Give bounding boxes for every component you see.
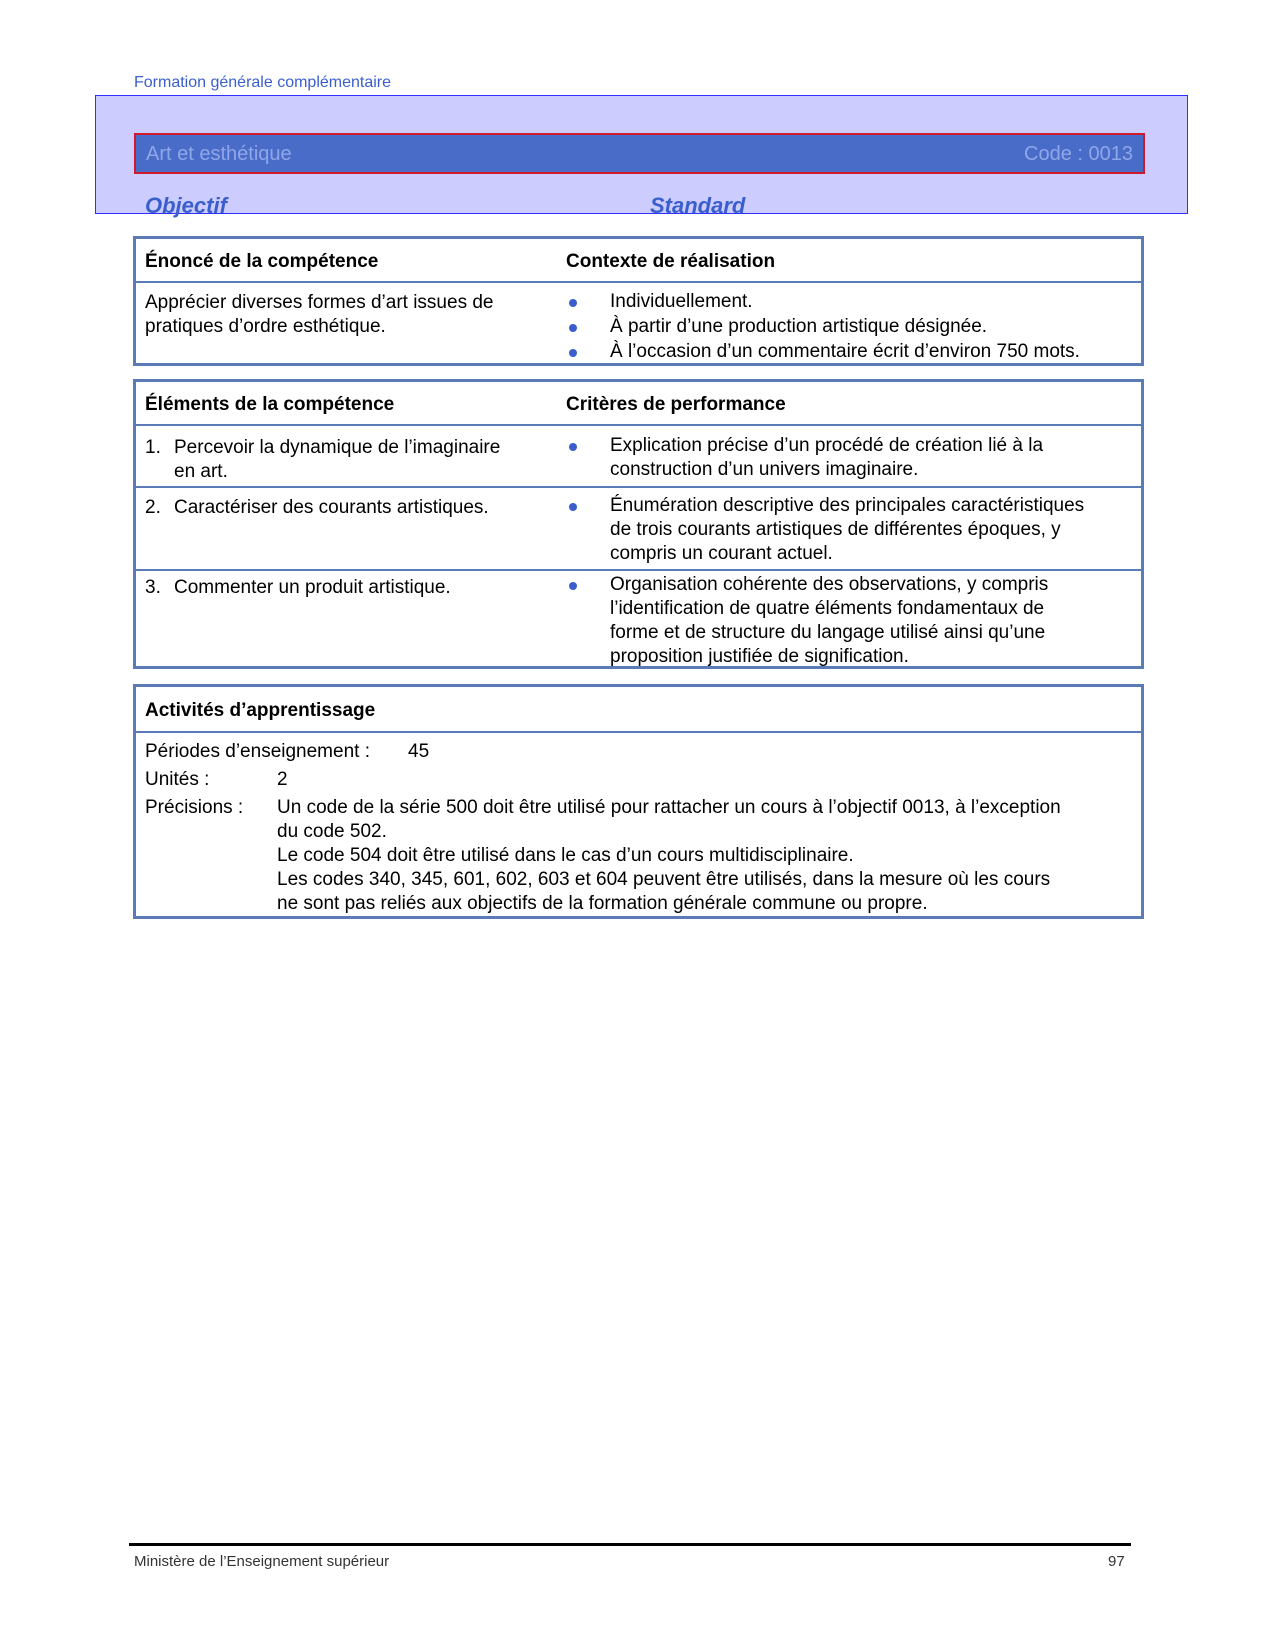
- element-number: 1.: [145, 437, 161, 458]
- critere-text-line: l’identification de quatre éléments fondamentaux de: [610, 598, 1045, 619]
- enonce-text-line: Apprécier diverses formes d’art issues de: [145, 292, 494, 313]
- bullet-icon: [569, 299, 577, 307]
- row-divider: [136, 486, 1141, 488]
- bullet-icon: [569, 324, 577, 332]
- footer-rule: [129, 1543, 1131, 1546]
- precisions-line: ne sont pas reliés aux objectifs de la formation générale commune ou propre.: [277, 893, 928, 914]
- elements-box-header: [136, 382, 1141, 426]
- periodes-label: Périodes d’enseignement :: [145, 741, 370, 762]
- course-title: Art et esthétique: [146, 143, 292, 165]
- bullet-icon: [569, 443, 577, 451]
- unites-value: 2: [277, 769, 288, 790]
- element-text-line: Commenter un produit artistique.: [174, 577, 451, 598]
- precisions-line: Le code 504 doit être utilisé dans le cas d’un cours multidisciplinaire.: [277, 845, 854, 866]
- periodes-value: 45: [408, 741, 430, 762]
- activites-apprentissage-box: [133, 684, 1144, 919]
- contexte-item: Individuellement.: [610, 291, 753, 312]
- critere-text-line: Explication précise d’un procédé de création lié à la: [610, 435, 1044, 456]
- contexte-heading: Contexte de réalisation: [566, 251, 776, 272]
- bullet-icon: [569, 582, 577, 590]
- unites-label: Unités :: [145, 769, 210, 790]
- bullet-icon: [569, 503, 577, 511]
- element-number: 3.: [145, 577, 161, 598]
- critere-text-line: compris un courant actuel.: [610, 543, 833, 564]
- critere-text-line: Organisation cohérente des observations, y compris: [610, 574, 1049, 595]
- critere-text-line: proposition justifiée de signification.: [610, 646, 909, 667]
- row-divider: [136, 569, 1141, 571]
- enonce-heading: Énoncé de la compétence: [145, 251, 379, 272]
- critere-text-line: construction d’un univers imaginaire.: [610, 459, 919, 480]
- activites-box-header: [136, 687, 1141, 733]
- precisions-label: Précisions :: [145, 797, 244, 818]
- section-label: Formation générale complémentaire: [134, 74, 392, 91]
- contexte-item: À partir d’une production artistique désignée.: [610, 316, 988, 337]
- precisions-line: du code 502.: [277, 821, 387, 842]
- criteres-heading: Critères de performance: [566, 394, 786, 415]
- enonce-box-header: [136, 239, 1141, 283]
- critere-text-line: forme et de structure du langage utilisé ainsi qu’une: [610, 622, 1046, 643]
- element-text-line: en art.: [174, 461, 228, 482]
- element-number: 2.: [145, 497, 161, 518]
- critere-text-line: de trois courants artistiques de différentes époques, y: [610, 519, 1061, 540]
- footer-ministry: Ministère de l’Enseignement supérieur: [134, 1553, 390, 1570]
- elements-heading: Éléments de la compétence: [145, 394, 395, 415]
- objectif-heading: Objectif: [145, 193, 227, 218]
- course-code: Code : 0013: [1024, 143, 1133, 165]
- contexte-item: À l’occasion d’un commentaire écrit d’environ 750 mots.: [610, 341, 1080, 362]
- elements-competence-box: [133, 379, 1144, 669]
- critere-text-line: Énumération descriptive des principales caractéristiques: [610, 495, 1085, 516]
- bullet-icon: [569, 349, 577, 357]
- precisions-line: Un code de la série 500 doit être utilisé pour rattacher un cours à l’objectif 0013, à l’exception: [277, 797, 1061, 818]
- standard-heading: Standard: [650, 193, 746, 218]
- page-number: 97: [1108, 1553, 1125, 1570]
- activites-heading: Activités d’apprentissage: [145, 700, 376, 721]
- element-text-line: Caractériser des courants artistiques.: [174, 497, 489, 518]
- element-text-line: Percevoir la dynamique de l’imaginaire: [174, 437, 501, 458]
- enonce-competence-box: [133, 236, 1144, 366]
- course-title-bar: [134, 133, 1145, 174]
- enonce-text-line: pratiques d’ordre esthétique.: [145, 316, 386, 337]
- precisions-line: Les codes 340, 345, 601, 602, 603 et 604 peuvent être utilisés, dans la mesure où les cours: [277, 869, 1051, 890]
